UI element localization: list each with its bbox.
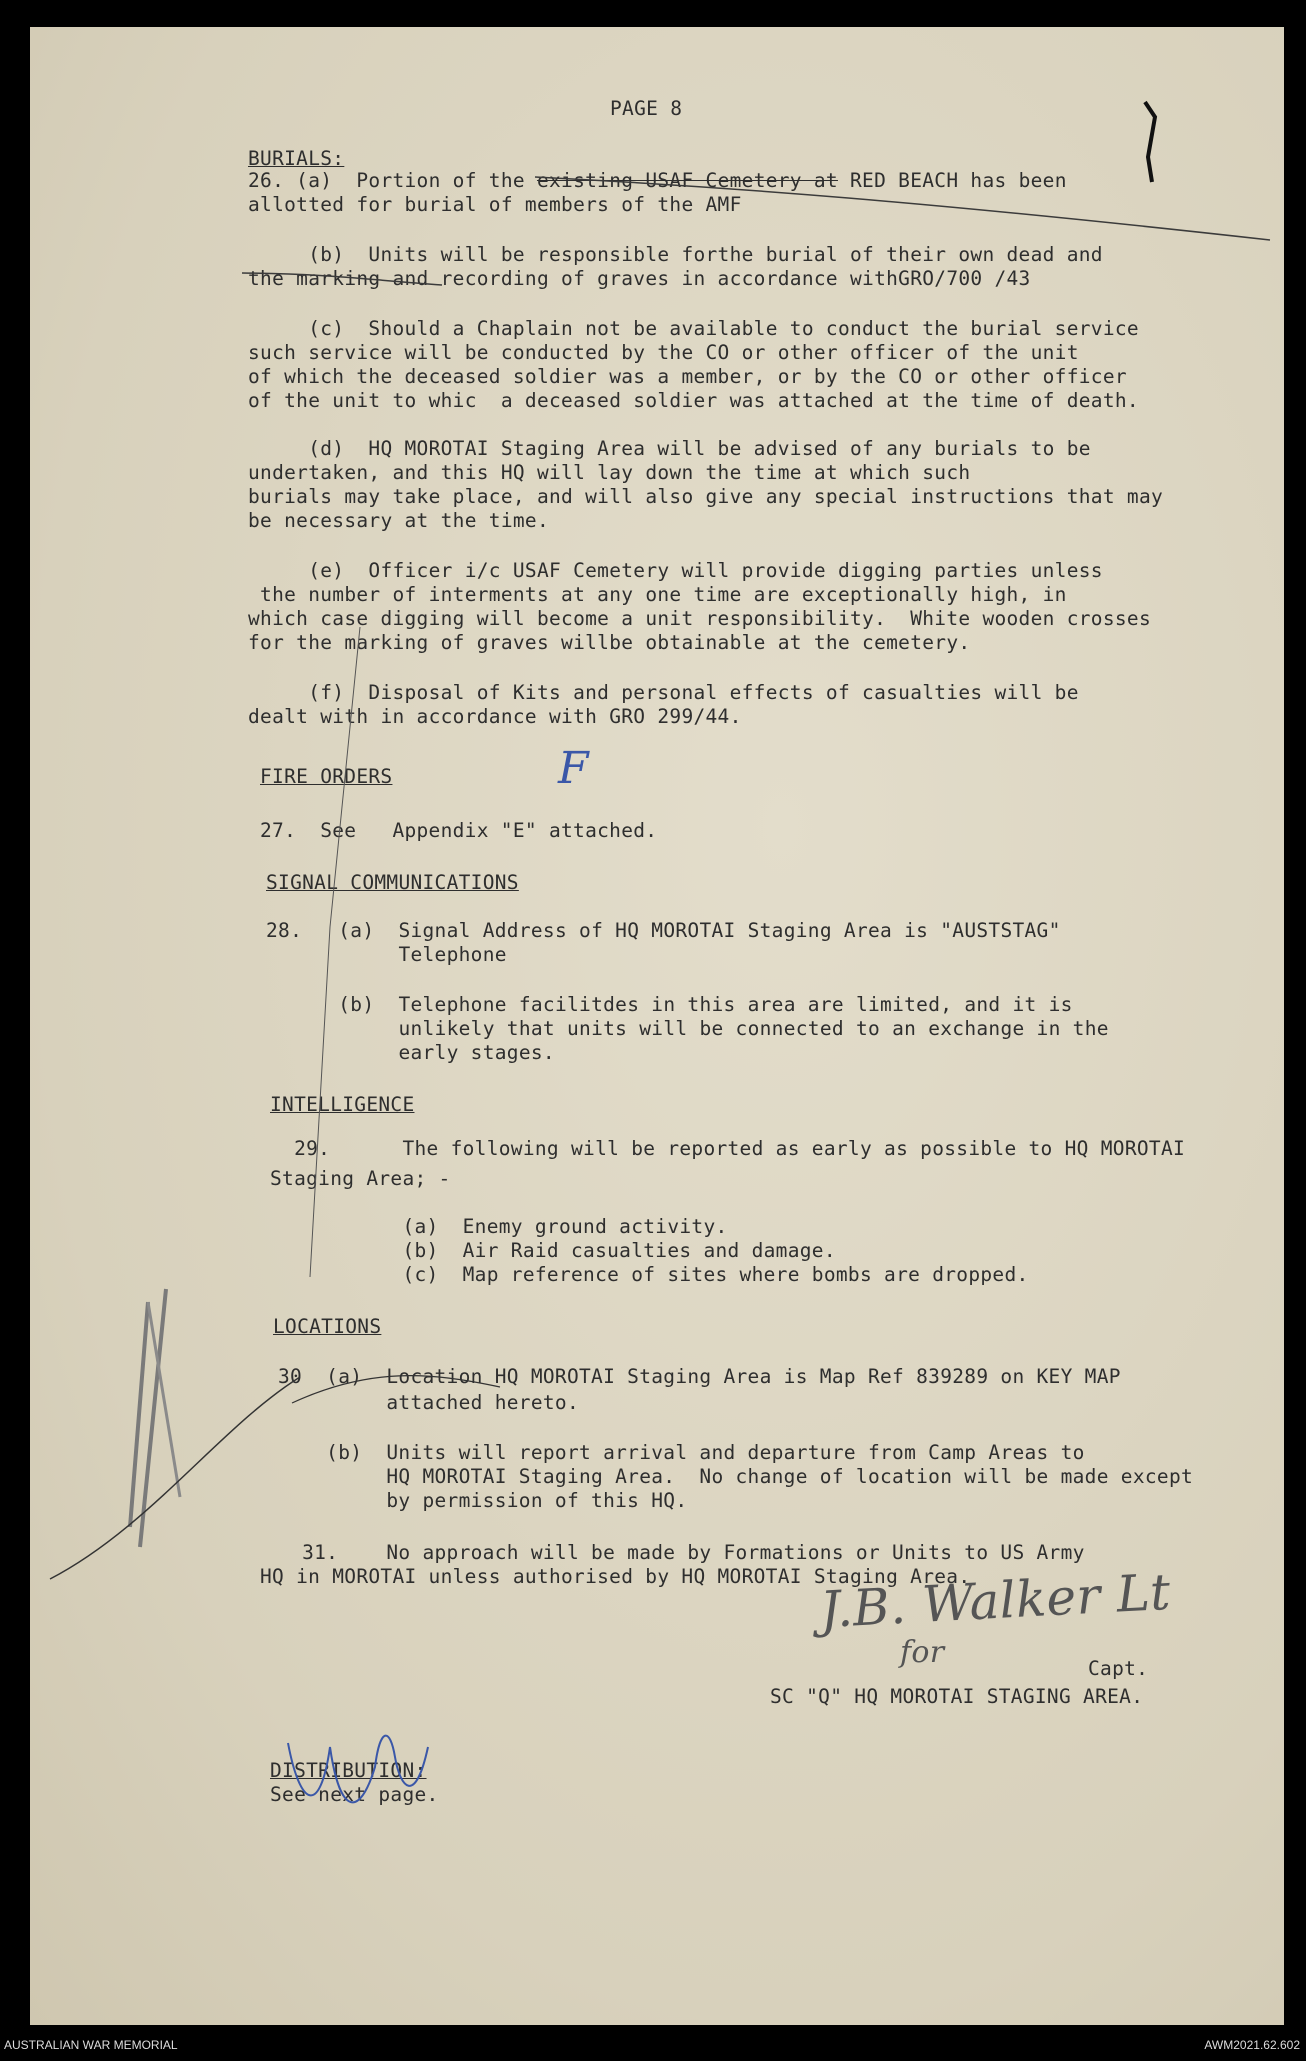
handwritten-for: for bbox=[900, 1635, 945, 1670]
locations-line-5: by permission of this HQ. bbox=[278, 1489, 688, 1512]
signature-title: SC "Q" HQ MOROTAI STAGING AREA. bbox=[770, 1685, 1144, 1708]
burials-line-13: (e) Officer i/c USAF Cemetery will provide digging parties unless bbox=[248, 559, 1103, 582]
section-heading-locations: LOCATIONS bbox=[273, 1315, 382, 1338]
locations-line-2: attached hereto. bbox=[278, 1391, 579, 1414]
intelligence-line-2: Staging Area; - bbox=[270, 1167, 451, 1190]
document-page bbox=[30, 27, 1284, 2025]
burials-line-2: allotted for burial of members of the AMF bbox=[248, 193, 742, 216]
locations-line-6: 31. No approach will be made by Formations or Units to US Army bbox=[278, 1541, 1085, 1564]
burials-line-14: the number of interments at any one time are exceptionally high, in bbox=[248, 583, 1067, 606]
section-heading-signal: SIGNAL COMMUNICATIONS bbox=[266, 871, 519, 894]
burials-line-16: for the marking of graves willbe obtainable at the cemetery. bbox=[248, 631, 971, 654]
page-header: PAGE 8 bbox=[610, 97, 683, 120]
intelligence-line-4: (b) Air Raid casualties and damage. bbox=[270, 1239, 836, 1262]
intelligence-line-3: (a) Enemy ground activity. bbox=[270, 1215, 728, 1238]
archive-footer bbox=[0, 2025, 1306, 2061]
section-heading-intelligence: INTELLIGENCE bbox=[270, 1093, 415, 1116]
burials-line-9: (d) HQ MOROTAI Staging Area will be advised of any burials to be bbox=[248, 437, 1091, 460]
burials-line-17: (f) Disposal of Kits and personal effects of casualties will be bbox=[248, 681, 1079, 704]
burials-line-12: be necessary at the time. bbox=[248, 509, 549, 532]
burials-line-15: which case digging will become a unit responsibility. White wooden crosses bbox=[248, 607, 1151, 630]
handwritten-signature: J.B. Walker Lt bbox=[818, 1562, 1172, 1640]
distribution-heading: DISTRIBUTION: bbox=[270, 1759, 427, 1782]
burials-line-1: 26. (a) Portion of the existing USAF Cemetery at RED BEACH has been bbox=[248, 169, 1067, 192]
signal-line-1: 28. (a) Signal Address of HQ MOROTAI Staging Area is "AUSTSTAG" bbox=[266, 919, 1061, 942]
signal-line-5: early stages. bbox=[266, 1041, 555, 1064]
burials-line-11: burials may take place, and will also give any special instructions that may bbox=[248, 485, 1164, 508]
burials-line-10: undertaken, and this HQ will lay down the time at which such bbox=[248, 461, 971, 484]
burials-line-6: such service will be conducted by the CO or other officer of the unit bbox=[248, 341, 1079, 364]
burials-line-7: of which the deceased soldier was a member, or by the CO or other officer bbox=[248, 365, 1127, 388]
locations-line-1: 30 (a) Location HQ MOROTAI Staging Area is Map Ref 839289 on KEY MAP bbox=[278, 1365, 1121, 1388]
burials-line-4: the marking and recording of graves in accordance withGRO/700 /43 bbox=[248, 267, 1031, 290]
intelligence-line-1: 29. The following will be reported as early as possible to HQ MOROTAI bbox=[270, 1137, 1186, 1160]
burials-line-5: (c) Should a Chaplain not be available to conduct the burial service bbox=[248, 317, 1139, 340]
signal-line-4: unlikely that units will be connected to an exchange in the bbox=[266, 1017, 1109, 1040]
signal-line-3: (b) Telephone facilitdes in this area are limited, and it is bbox=[266, 993, 1073, 1016]
fire-orders-line: 27. See Appendix "E" attached. bbox=[260, 819, 658, 842]
footer-credit: AUSTRALIAN WAR MEMORIAL bbox=[4, 2038, 178, 2052]
signal-line-2: Telephone bbox=[266, 943, 507, 966]
locations-line-4: HQ MOROTAI Staging Area. No change of location will be made except bbox=[278, 1465, 1194, 1488]
locations-line-3: (b) Units will report arrival and departure from Camp Areas to bbox=[278, 1441, 1085, 1464]
section-heading-burials: BURIALS: bbox=[248, 147, 345, 170]
burials-line-8: of the unit to whic a deceased soldier was attached at the time of death. bbox=[248, 389, 1139, 412]
distribution-text: See next page. bbox=[270, 1783, 439, 1806]
intelligence-line-5: (c) Map reference of sites where bombs are dropped. bbox=[270, 1263, 1029, 1286]
burials-line-3: (b) Units will be responsible forthe burial of their own dead and bbox=[248, 243, 1103, 266]
locations-line-7: HQ in MOROTAI unless authorised by HQ MOROTAI Staging Area. bbox=[260, 1565, 971, 1588]
footer-accession-id: AWM2021.62.602 bbox=[1204, 2038, 1300, 2052]
section-heading-fire-orders: FIRE ORDERS bbox=[260, 765, 393, 788]
signature-rank: Capt. bbox=[1088, 1657, 1149, 1680]
burials-line-18: dealt with in accordance with GRO 299/44. bbox=[248, 705, 742, 728]
handwritten-correction: F bbox=[558, 743, 589, 794]
